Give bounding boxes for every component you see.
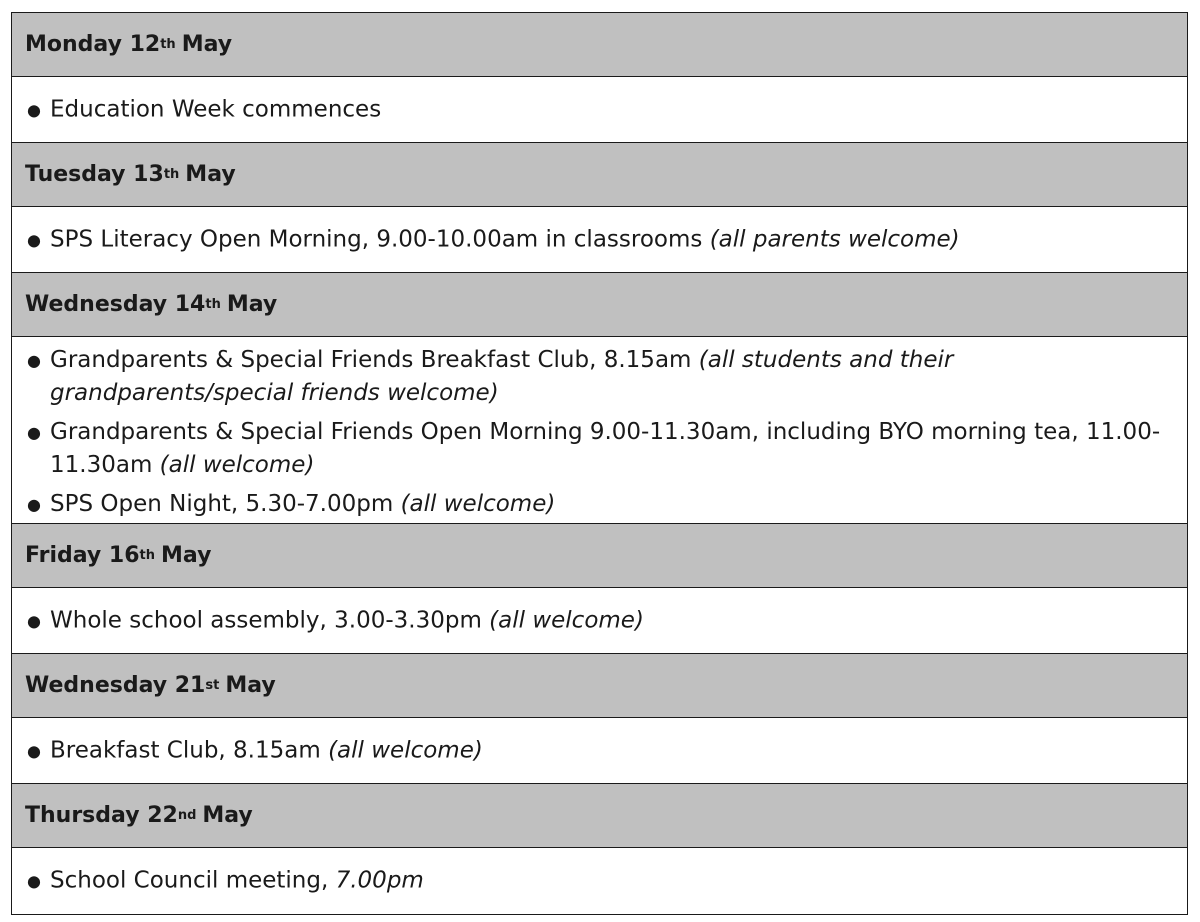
bullet-icon: ● bbox=[27, 495, 41, 514]
event-item bbox=[12, 734, 1187, 767]
event-note: (all welcome) bbox=[159, 452, 315, 478]
bullet-icon: ● bbox=[27, 871, 41, 891]
event-text: Grandparents & Special Friends Breakfast Club, 8.15am bbox=[50, 347, 699, 373]
event-note: (all welcome) bbox=[489, 607, 644, 633]
bullet-icon: ● bbox=[27, 230, 41, 249]
event-item bbox=[12, 604, 1187, 637]
event-text: Education Week commences bbox=[50, 96, 382, 122]
month-name: May bbox=[181, 32, 233, 57]
event-text: Grandparents & Special Friends Open Morning 9.00-11.30am, including BYO morning tea, 11.00-11.30am bbox=[50, 419, 1161, 478]
day-name: Tuesday 13 bbox=[25, 162, 164, 187]
day-header: Wednesday 14 th May bbox=[12, 273, 1187, 337]
day-header: Monday 12 th May bbox=[12, 13, 1187, 77]
event-text: SPS Open Night, 5.30-7.00pm bbox=[50, 491, 401, 517]
bullet-icon: ● bbox=[27, 100, 41, 119]
day-header: Thursday 22 nd May bbox=[12, 784, 1187, 848]
day-header: Wednesday 21 st May bbox=[12, 654, 1187, 718]
month-name: May bbox=[161, 543, 212, 568]
event-item bbox=[12, 223, 1187, 256]
day-name: Monday 12 bbox=[25, 32, 161, 57]
day-header: Tuesday 13 th May bbox=[12, 143, 1187, 207]
event-text: SPS Literacy Open Morning, 9.00-10.00am in classrooms bbox=[50, 226, 710, 252]
day-name: Wednesday 14 bbox=[25, 292, 206, 317]
day-events bbox=[12, 77, 1187, 143]
event-item bbox=[12, 337, 1187, 410]
month-name: May bbox=[202, 803, 253, 828]
day-events bbox=[12, 337, 1187, 524]
bullet-icon: ● bbox=[27, 423, 41, 442]
event-schedule-table bbox=[11, 12, 1188, 915]
event-note: 7.00pm bbox=[335, 867, 424, 894]
month-name: May bbox=[225, 673, 276, 698]
day-events bbox=[12, 848, 1187, 914]
day-name: Thursday 22 bbox=[25, 803, 178, 828]
event-item bbox=[12, 93, 1187, 126]
month-name: May bbox=[226, 292, 278, 317]
event-text: Whole school assembly, 3.00-3.30pm bbox=[50, 607, 490, 633]
event-item bbox=[12, 488, 1187, 521]
bullet-icon: ● bbox=[27, 611, 41, 630]
bullet-icon: ● bbox=[27, 741, 41, 760]
day-name: Wednesday 21 bbox=[25, 673, 206, 698]
event-item bbox=[12, 416, 1187, 482]
bullet-icon: ● bbox=[27, 351, 41, 370]
event-note: (all students and their grandparents/special friends welcome) bbox=[50, 347, 954, 406]
event-item bbox=[12, 865, 1187, 898]
day-events bbox=[12, 207, 1187, 273]
event-note: (all welcome) bbox=[328, 737, 483, 763]
event-text: Breakfast Club, 8.15am bbox=[50, 737, 329, 763]
day-events bbox=[12, 588, 1187, 654]
day-events bbox=[12, 718, 1187, 784]
month-name: May bbox=[185, 162, 236, 187]
event-note: (all parents welcome) bbox=[709, 226, 960, 252]
day-name: Friday 16 bbox=[25, 543, 140, 568]
day-header: Friday 16 th May bbox=[12, 524, 1187, 588]
event-text: School Council meeting, bbox=[50, 867, 336, 894]
event-note: (all welcome) bbox=[400, 491, 556, 517]
